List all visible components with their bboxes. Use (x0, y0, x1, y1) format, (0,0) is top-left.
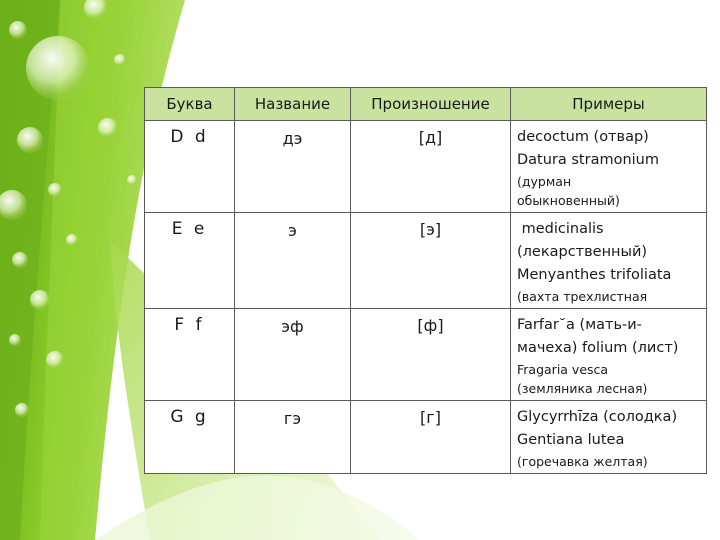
name-cell: дэ (235, 121, 351, 213)
example-line: (лекарственный) (517, 244, 648, 260)
example-line: Glycyrrhīza (солодка) (517, 409, 678, 425)
header-name: Название (235, 88, 351, 121)
table-header-row (145, 88, 707, 121)
table-row (145, 401, 707, 474)
example-line: (земляника лесная) (517, 381, 648, 396)
table-row (145, 121, 707, 213)
header-pronunciation: Произношение (351, 88, 511, 121)
letter-cell: F f (145, 309, 235, 401)
example-line: Farfar˘a (мать-и- (517, 317, 642, 333)
example-line: Fragaria vesca (517, 362, 609, 377)
example-line: (горечавка желтая) (517, 454, 648, 469)
example-line: Datura stramonium (517, 152, 659, 168)
header-letter: Буква (145, 88, 235, 121)
examples-cell (511, 401, 707, 474)
pronunciation-cell: [г] (351, 401, 511, 474)
name-cell: э (235, 213, 351, 309)
pronunciation-cell: [ф] (351, 309, 511, 401)
example-line: (дурман (517, 174, 572, 189)
examples-cell (511, 309, 707, 401)
header-examples: Примеры (511, 88, 707, 121)
examples-cell (511, 213, 707, 309)
examples-cell (511, 121, 707, 213)
example-line: мачеха) folium (лист) (517, 340, 679, 356)
name-cell: гэ (235, 401, 351, 474)
name-cell: эф (235, 309, 351, 401)
table-row (145, 213, 707, 309)
example-line: Gentiana lutea (517, 432, 625, 448)
table-row (145, 309, 707, 401)
letter-cell: D d (145, 121, 235, 213)
example-line: decoctum (отвар) (517, 129, 649, 145)
letter-cell: G g (145, 401, 235, 474)
example-line: обыкновенный) (517, 193, 620, 208)
pronunciation-cell: [э] (351, 213, 511, 309)
letter-cell: E e (145, 213, 235, 309)
example-line: (вахта трехлистная (517, 289, 648, 304)
pronunciation-cell: [д] (351, 121, 511, 213)
example-line: medicinalis (517, 221, 604, 237)
example-line: Menyanthes trifoliata (517, 267, 672, 283)
latin-letters-table (144, 87, 707, 474)
